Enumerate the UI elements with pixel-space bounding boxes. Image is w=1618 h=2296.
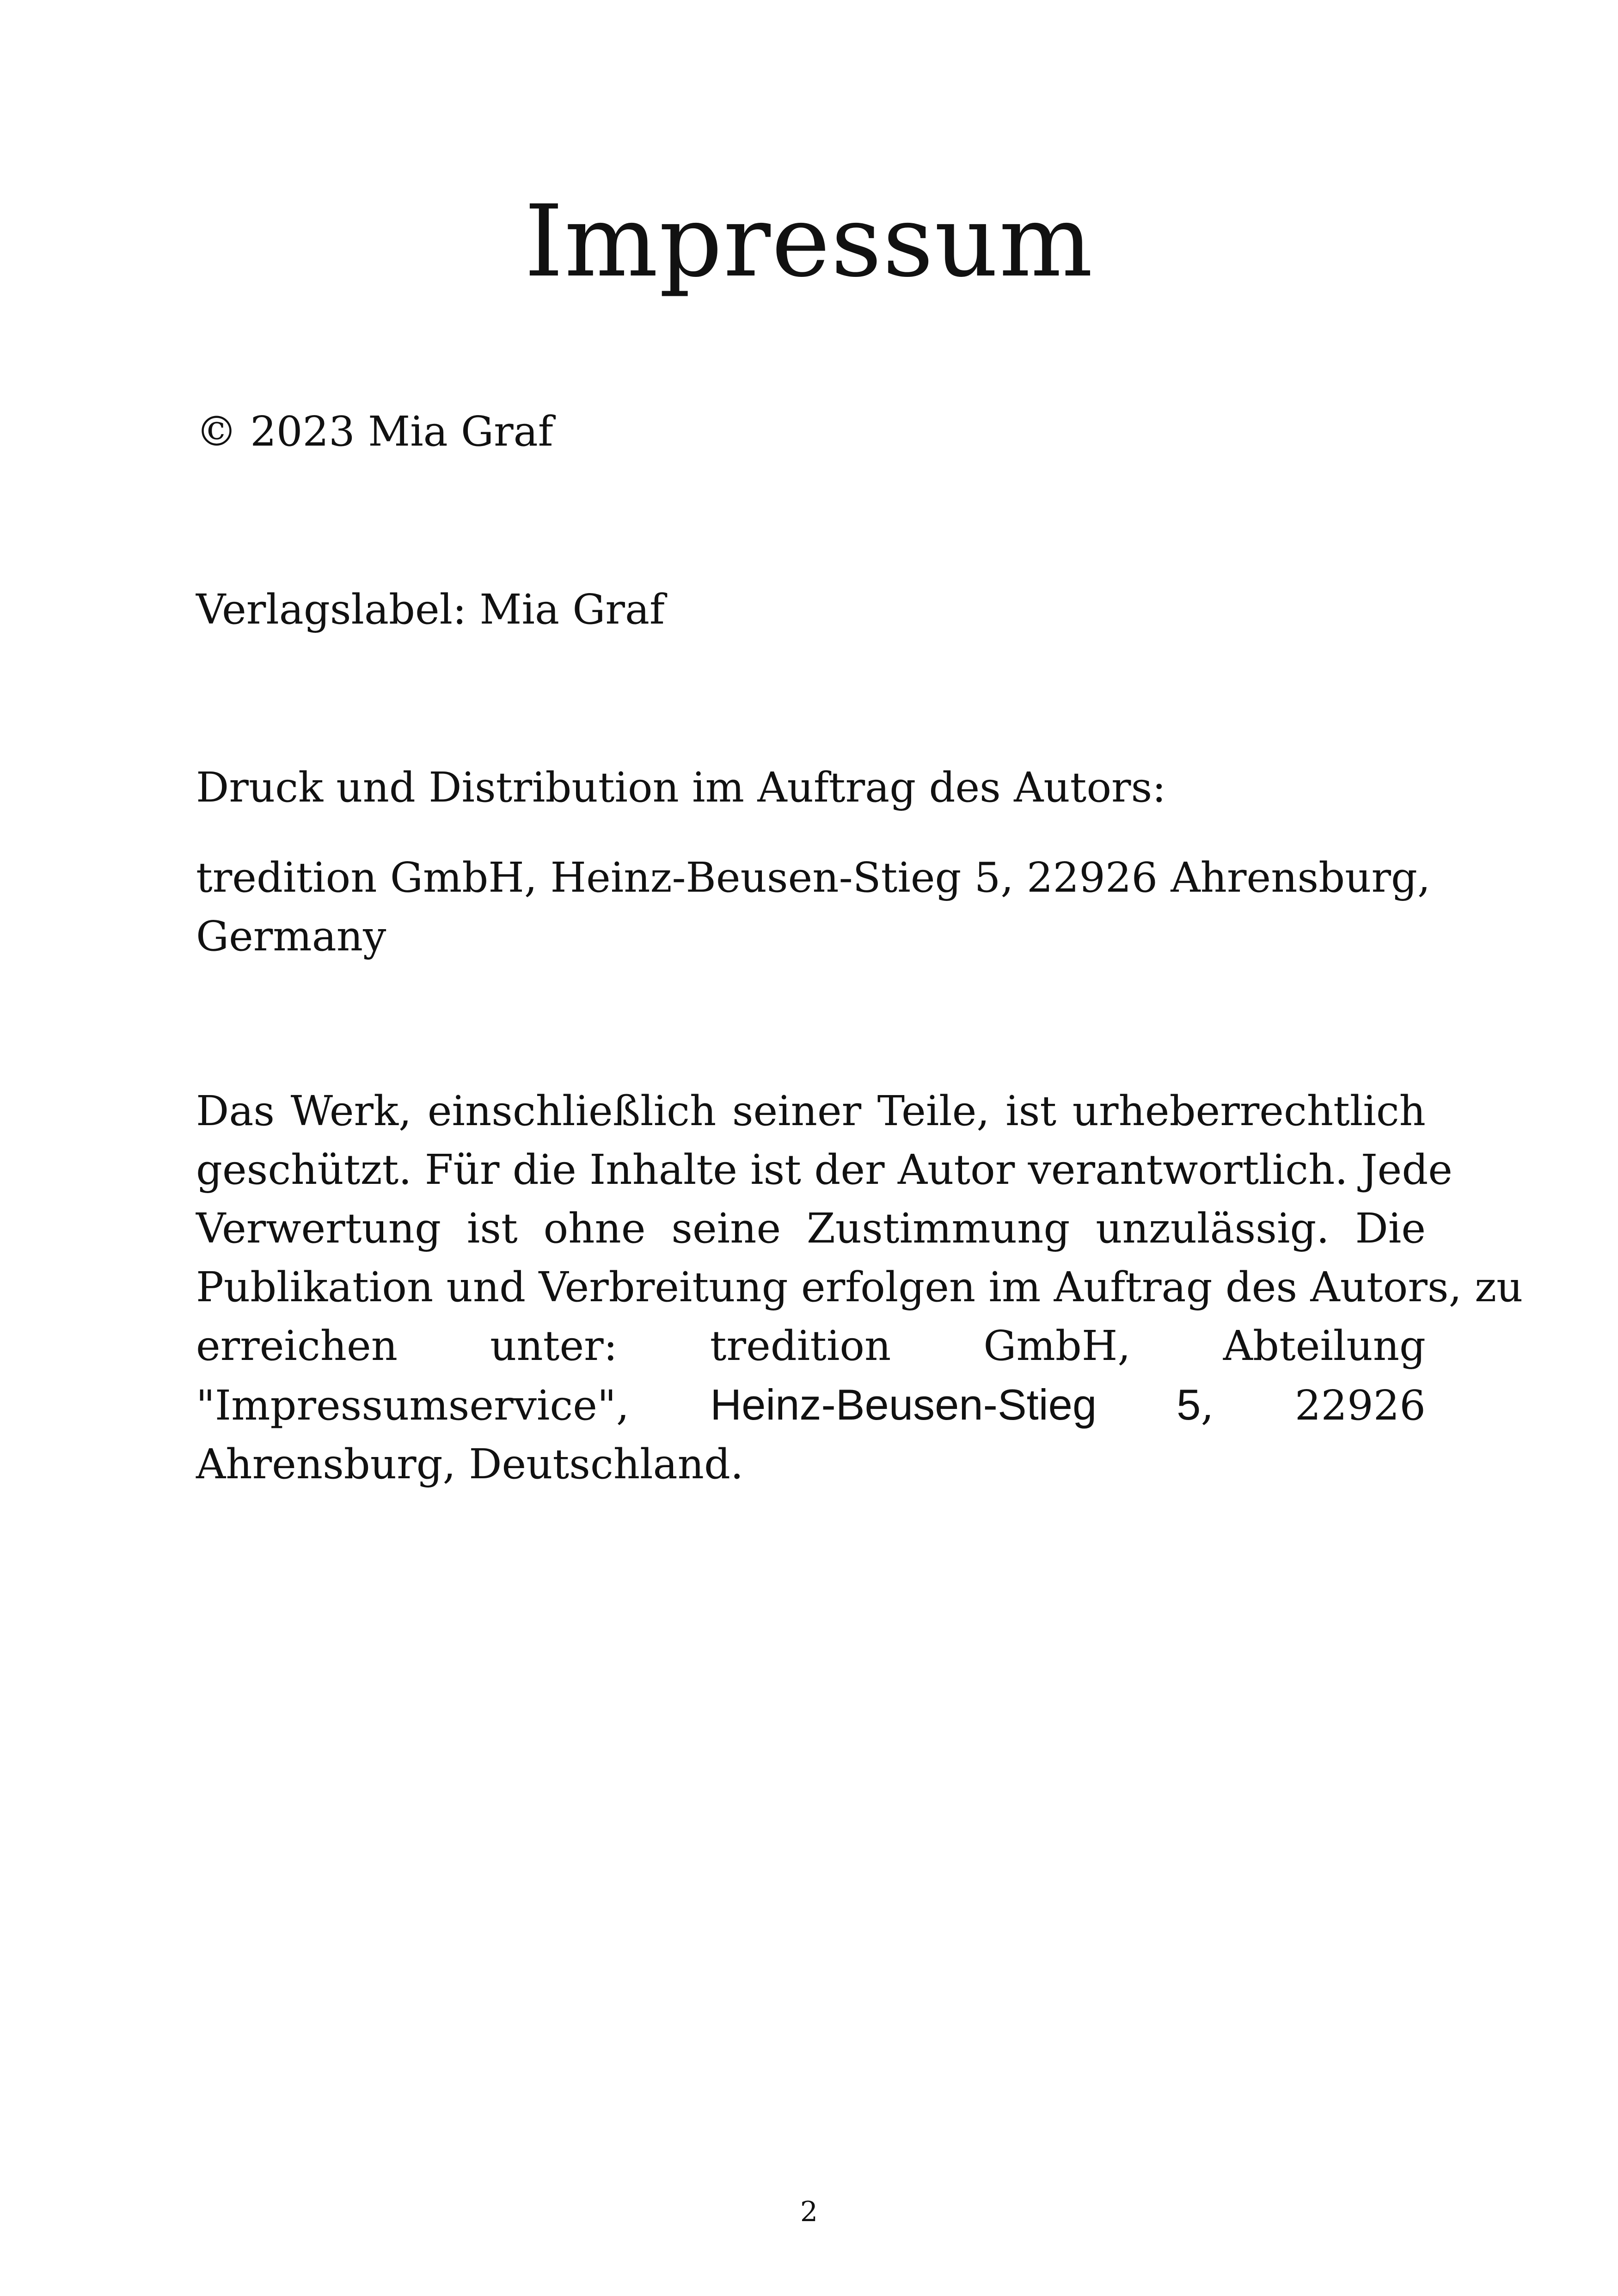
distribution-address xyxy=(196,848,1431,966)
distribution-heading: Druck und Distribution im Auftrag des Autors: xyxy=(196,763,1166,811)
legal-notice-line-6 xyxy=(196,1375,1426,1435)
publisher-label-line: Verlagslabel: Mia Graf xyxy=(196,585,665,633)
copyright-line: © 2023 Mia Graf xyxy=(196,407,553,455)
distribution-address-line-2: Germany xyxy=(196,912,386,960)
legal-notice-line-1: Das Werk, einschließlich seiner Teile, ist urheberrechtlich xyxy=(196,1087,1426,1135)
legal-notice-line-2: geschützt. Für die Inhalte ist der Autor verantwortlich. Jede xyxy=(196,1145,1453,1194)
legal-notice-line-4: Publikation und Verbreitung erfolgen im Auftrag des Autors, zu xyxy=(196,1263,1523,1311)
legal-notice-line-6-street: Heinz-Beusen-Stieg 5 xyxy=(710,1380,1201,1429)
page-number: 2 xyxy=(800,2196,818,2228)
legal-notice-line-3: Verwertung ist ohne seine Zustimmung unzulässig. Die xyxy=(196,1204,1426,1252)
legal-notice-line-7: Ahrensburg, Deutschland. xyxy=(196,1440,744,1488)
distribution-address-line-1: tredition GmbH, Heinz-Beusen-Stieg 5, 22926 Ahrensburg, xyxy=(196,853,1431,901)
legal-notice-line-5: erreichen unter: tredition GmbH, Abteilung xyxy=(196,1322,1426,1370)
legal-notice-line-6-part-3: , 22926 xyxy=(1201,1381,1426,1429)
page-title: Impressum xyxy=(524,184,1094,300)
legal-notice xyxy=(196,1082,1523,1494)
legal-notice-line-6-part-1: "Impressumservice", xyxy=(196,1381,630,1429)
